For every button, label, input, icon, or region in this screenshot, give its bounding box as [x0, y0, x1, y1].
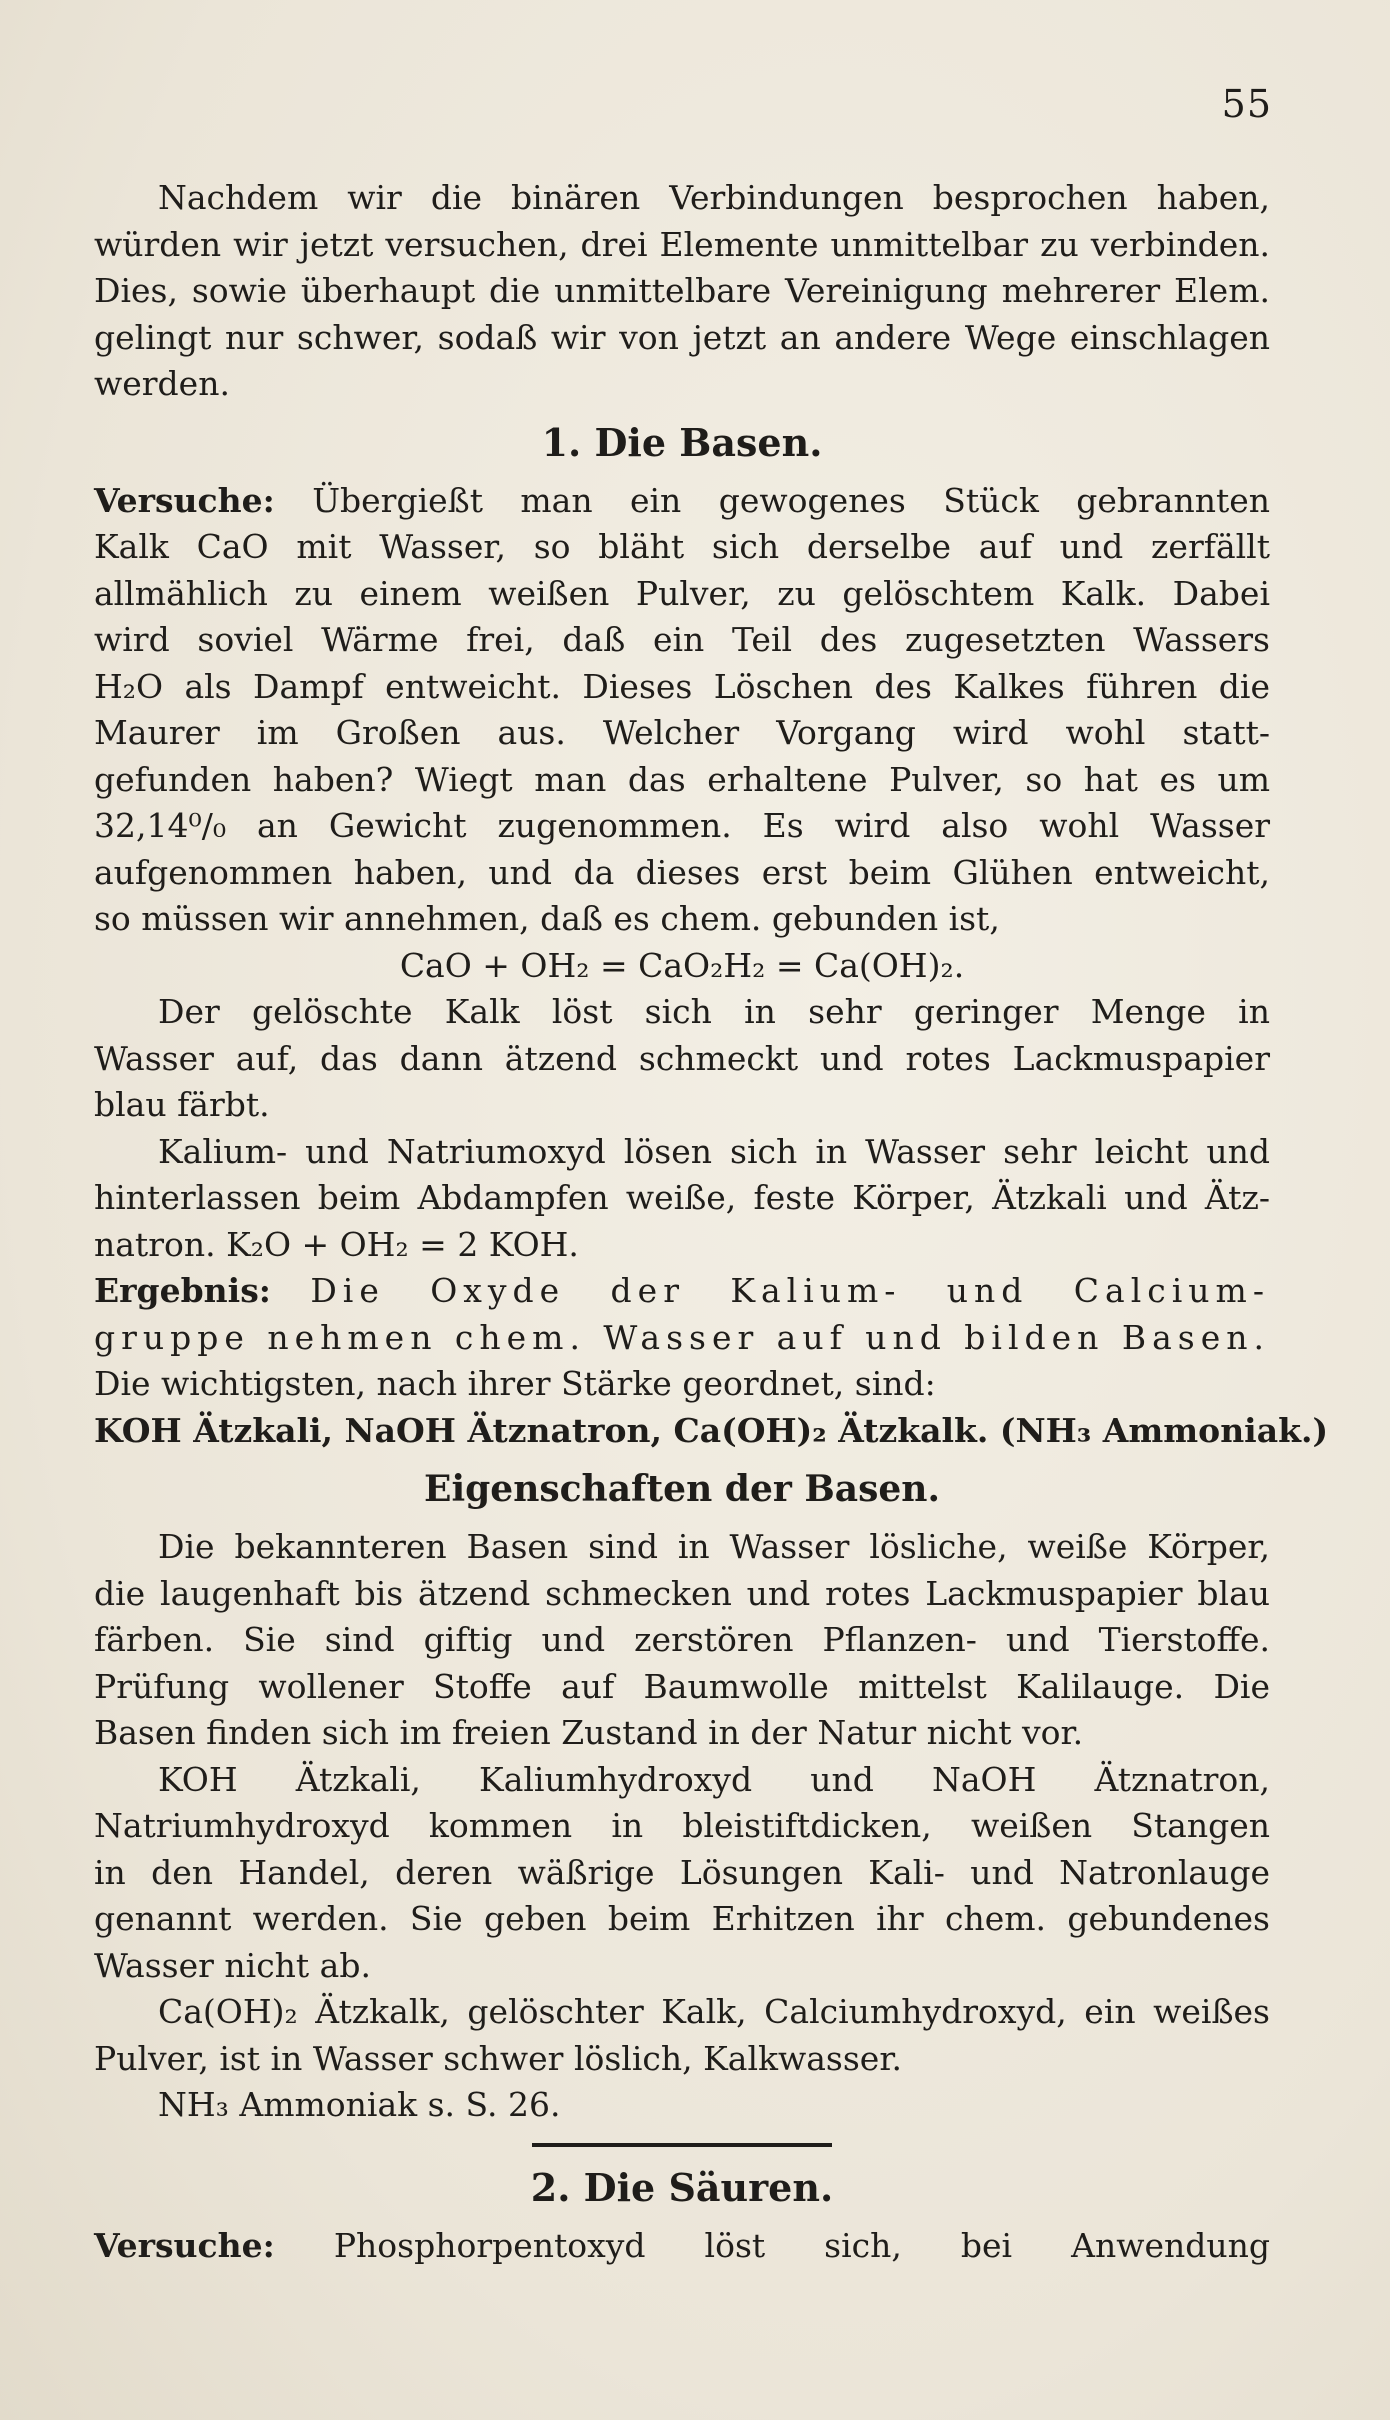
text-line: gruppe nehmen chem. Wasser auf und bilden Basen.: [94, 1317, 1270, 1357]
text-line: H₂O als Dampf entweicht. Dieses Löschen des Kalkes führen die: [94, 666, 1270, 706]
text-line: Prüfung wollener Stoffe auf Baumwolle mittelst Kalilauge. Die: [94, 1666, 1270, 1706]
text-line: gelingt nur schwer, sodaß wir von jetzt an andere Wege einschlagen: [94, 317, 1270, 357]
ammoniak-reference: NH₃ Ammoniak s. S. 26.: [158, 2085, 561, 2124]
versuche-label-2: Versuche:: [94, 2225, 275, 2265]
text-line: wird soviel Wärme frei, daß ein Teil des zugesetzten Wassers: [94, 620, 1270, 659]
text-line: die laugenhaft bis ätzend schmecken und rotes Lackmuspapier blau: [94, 1573, 1270, 1613]
section-divider: [532, 2143, 832, 2147]
text-line: KOH Ätzkali, Kaliumhydroxyd und NaOH Ätznatron,: [158, 1759, 1270, 1799]
text-line: Kalk CaO mit Wasser, so bläht sich derselbe auf und zerfällt: [94, 527, 1270, 566]
text-line: Pulver, ist in Wasser schwer löslich, Kalkwasser.: [94, 2038, 902, 2078]
ergebnis-label: Ergebnis:: [94, 1271, 271, 1310]
text-line: Dies, sowie überhaupt die unmittelbare Vereinigung mehrerer Elem.: [94, 271, 1270, 310]
text-line: Ca(OH)₂ Ätzkalk, gelöschter Kalk, Calciumhydroxyd, ein weißes: [158, 1992, 1270, 2031]
versuche-paragraph: [94, 478, 1270, 990]
formula-calcium-hydroxide: CaO + OH₂ = CaO₂H₂ = Ca(OH)₂.: [399, 945, 965, 985]
text-line: genannt werden. Sie geben beim Erhitzen ihr chem. gebundenes: [94, 1899, 1270, 1938]
section-heading-saeuren: 2. Die Säuren.: [530, 2164, 834, 2210]
text-line: [94, 2223, 1270, 2270]
text-line: [94, 1268, 1270, 1315]
text-line: Wasser auf, das dann ätzend schmeckt und rotes Lackmuspapier: [94, 1038, 1270, 1078]
text-span: Übergießt man ein gewogenes Stück gebrannten: [312, 480, 1270, 520]
text-line: 32,14⁰/₀ an Gewicht zugenommen. Es wird also wohl Wasser: [94, 806, 1270, 845]
bases-list-line: KOH Ätzkali, NaOH Ätznatron, Ca(OH)₂ Ätzkalk. (NH₃ Ammoniak.): [94, 1410, 1329, 1450]
intro-paragraph: [94, 175, 1270, 408]
text-line: aufgenommen haben, und da dieses erst beim Glühen entweicht,: [94, 852, 1270, 892]
text-line: werden.: [94, 364, 230, 403]
text-line: würden wir jetzt versuchen, drei Elemente unmittelbar zu verbinden.: [94, 224, 1270, 264]
section-heading-basen: 1. Die Basen.: [541, 419, 823, 465]
properties-paragraph-3: [94, 1989, 1270, 2082]
text-line: Natriumhydroxyd kommen in bleistiftdicken, weißen Stangen: [94, 1806, 1270, 1845]
text-span: Die Oxyde der Kalium- und Calcium-: [310, 1271, 1270, 1310]
properties-paragraph-1: [94, 1524, 1270, 1757]
text-span: Phosphorpentoxyd löst sich, bei Anwendung: [333, 2225, 1270, 2265]
text-line: in den Handel, deren wäßrige Lösungen Kali- und Natronlauge: [94, 1852, 1270, 1892]
text-line: so müssen wir annehmen, daß es chem. gebunden ist,: [94, 899, 1000, 938]
ergebnis-paragraph: [94, 1268, 1329, 1454]
text-line: Maurer im Großen aus. Welcher Vorgang wird wohl statt-: [94, 713, 1270, 752]
text-line: natron. K₂O + OH₂ = 2 KOH.: [94, 1224, 579, 1264]
text-line: Wasser nicht ab.: [94, 1945, 371, 1985]
text-line: hinterlassen beim Abdampfen weiße, feste Körper, Ätzkali und Ätz-: [94, 1178, 1270, 1217]
properties-paragraph-2: [94, 1757, 1270, 1990]
text-line: Kalium- und Natriumoxyd lösen sich in Wasser sehr leicht und: [158, 1131, 1270, 1171]
versuche-label: Versuche:: [94, 480, 275, 520]
text-line: färben. Sie sind giftig und zerstören Pflanzen- und Tierstoffe.: [94, 1620, 1270, 1659]
text-line: gefunden haben? Wiegt man das erhaltene Pulver, so hat es um: [94, 759, 1270, 799]
text-line: blau färbt.: [94, 1085, 270, 1124]
text-line: allmählich zu einem weißen Pulver, zu gelöschtem Kalk. Dabei: [94, 573, 1270, 613]
text-line: Der gelöschte Kalk löst sich in sehr geringer Menge in: [158, 992, 1270, 1031]
page-number: 55: [1221, 82, 1272, 126]
text-line: Die wichtigsten, nach ihrer Stärke geordnet, sind:: [94, 1364, 936, 1403]
loeschkalk-paragraph: [94, 989, 1270, 1129]
text-column: [94, 175, 1329, 2269]
text-line: [94, 478, 1270, 525]
text-line: Die bekannteren Basen sind in Wasser lösliche, weiße Körper,: [158, 1527, 1270, 1566]
subheading-eigenschaften: Eigenschaften der Basen.: [424, 1468, 940, 1510]
text-line: Basen finden sich im freien Zustand in der Natur nicht vor.: [94, 1713, 1084, 1752]
text-line: Nachdem wir die binären Verbindungen besprochen haben,: [158, 178, 1270, 217]
alkali-paragraph: [94, 1129, 1270, 1269]
